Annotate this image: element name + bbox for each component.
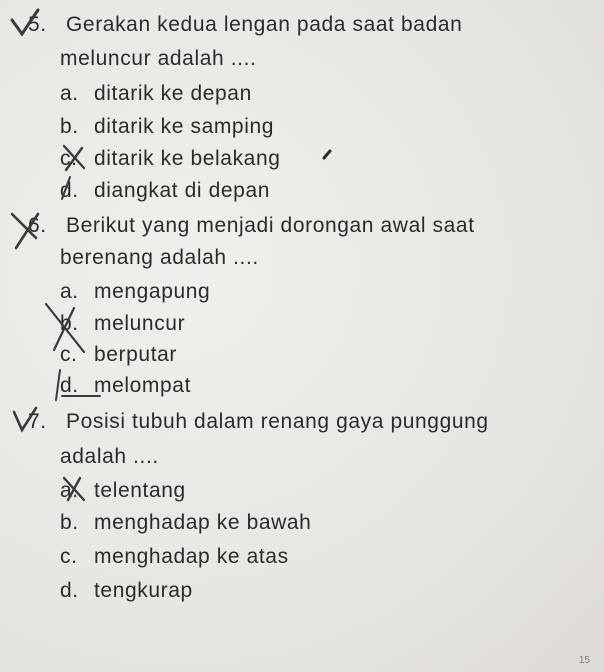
- question-7-option-d[interactable]: [60, 578, 193, 604]
- question-7-line-2: [60, 444, 159, 470]
- question-number: 5.: [28, 13, 47, 36]
- option-letter: b.: [60, 511, 79, 534]
- option-text: meluncur: [94, 312, 186, 335]
- question-text: Gerakan kedua lengan pada saat badan: [66, 13, 463, 36]
- question-6-line-2: [60, 245, 259, 271]
- option-text: mengapung: [94, 280, 211, 303]
- option-text: berputar: [94, 343, 178, 366]
- question-5-option-c[interactable]: [60, 146, 281, 172]
- question-5-line-2: [60, 46, 256, 72]
- option-letter: b.: [60, 115, 79, 138]
- question-number: 6.: [28, 214, 47, 237]
- option-letter: b.: [60, 312, 79, 335]
- pencil-tick-icon: [322, 148, 334, 160]
- question-7-line-1: [28, 409, 489, 435]
- question-7-option-c[interactable]: [60, 544, 289, 570]
- question-text: berenang adalah ....: [60, 246, 259, 269]
- option-text: ditarik ke depan: [94, 82, 252, 105]
- option-text: menghadap ke bawah: [94, 511, 312, 534]
- question-5-option-d[interactable]: [60, 178, 270, 204]
- option-letter: d.: [60, 374, 79, 397]
- question-text: meluncur adalah ....: [60, 47, 257, 70]
- page-number: 15: [578, 655, 590, 666]
- option-letter: d.: [60, 579, 79, 602]
- option-letter: a.: [60, 479, 79, 502]
- question-7-option-b[interactable]: [60, 510, 311, 536]
- question-5-line-1: [28, 12, 462, 38]
- option-letter: d.: [60, 179, 79, 202]
- question-7-option-a[interactable]: [60, 478, 186, 504]
- option-text: ditarik ke belakang: [94, 147, 281, 170]
- option-text: melompat: [94, 374, 192, 397]
- option-letter: c.: [60, 147, 78, 170]
- option-text: diangkat di depan: [94, 179, 271, 202]
- question-6-option-d[interactable]: [60, 373, 191, 399]
- question-6-option-b[interactable]: [60, 311, 185, 337]
- question-6-line-1: [28, 213, 475, 239]
- question-text: Berikut yang menjadi dorongan awal saat: [66, 214, 475, 237]
- option-text: tengkurap: [94, 579, 193, 602]
- option-text: menghadap ke atas: [94, 545, 289, 568]
- question-5-option-a[interactable]: [60, 81, 252, 107]
- option-letter: c.: [60, 545, 78, 568]
- question-6-option-a[interactable]: [60, 279, 210, 305]
- option-letter: c.: [60, 343, 78, 366]
- question-text: Posisi tubuh dalam renang gaya punggung: [66, 410, 489, 433]
- option-text: ditarik ke samping: [94, 115, 275, 138]
- question-6-option-c[interactable]: [60, 342, 177, 368]
- question-number: 7.: [28, 410, 47, 433]
- question-5-option-b[interactable]: [60, 114, 274, 140]
- question-text: adalah ....: [60, 445, 159, 468]
- option-letter: a.: [60, 280, 79, 303]
- option-letter: a.: [60, 82, 79, 105]
- option-text: telentang: [94, 479, 186, 502]
